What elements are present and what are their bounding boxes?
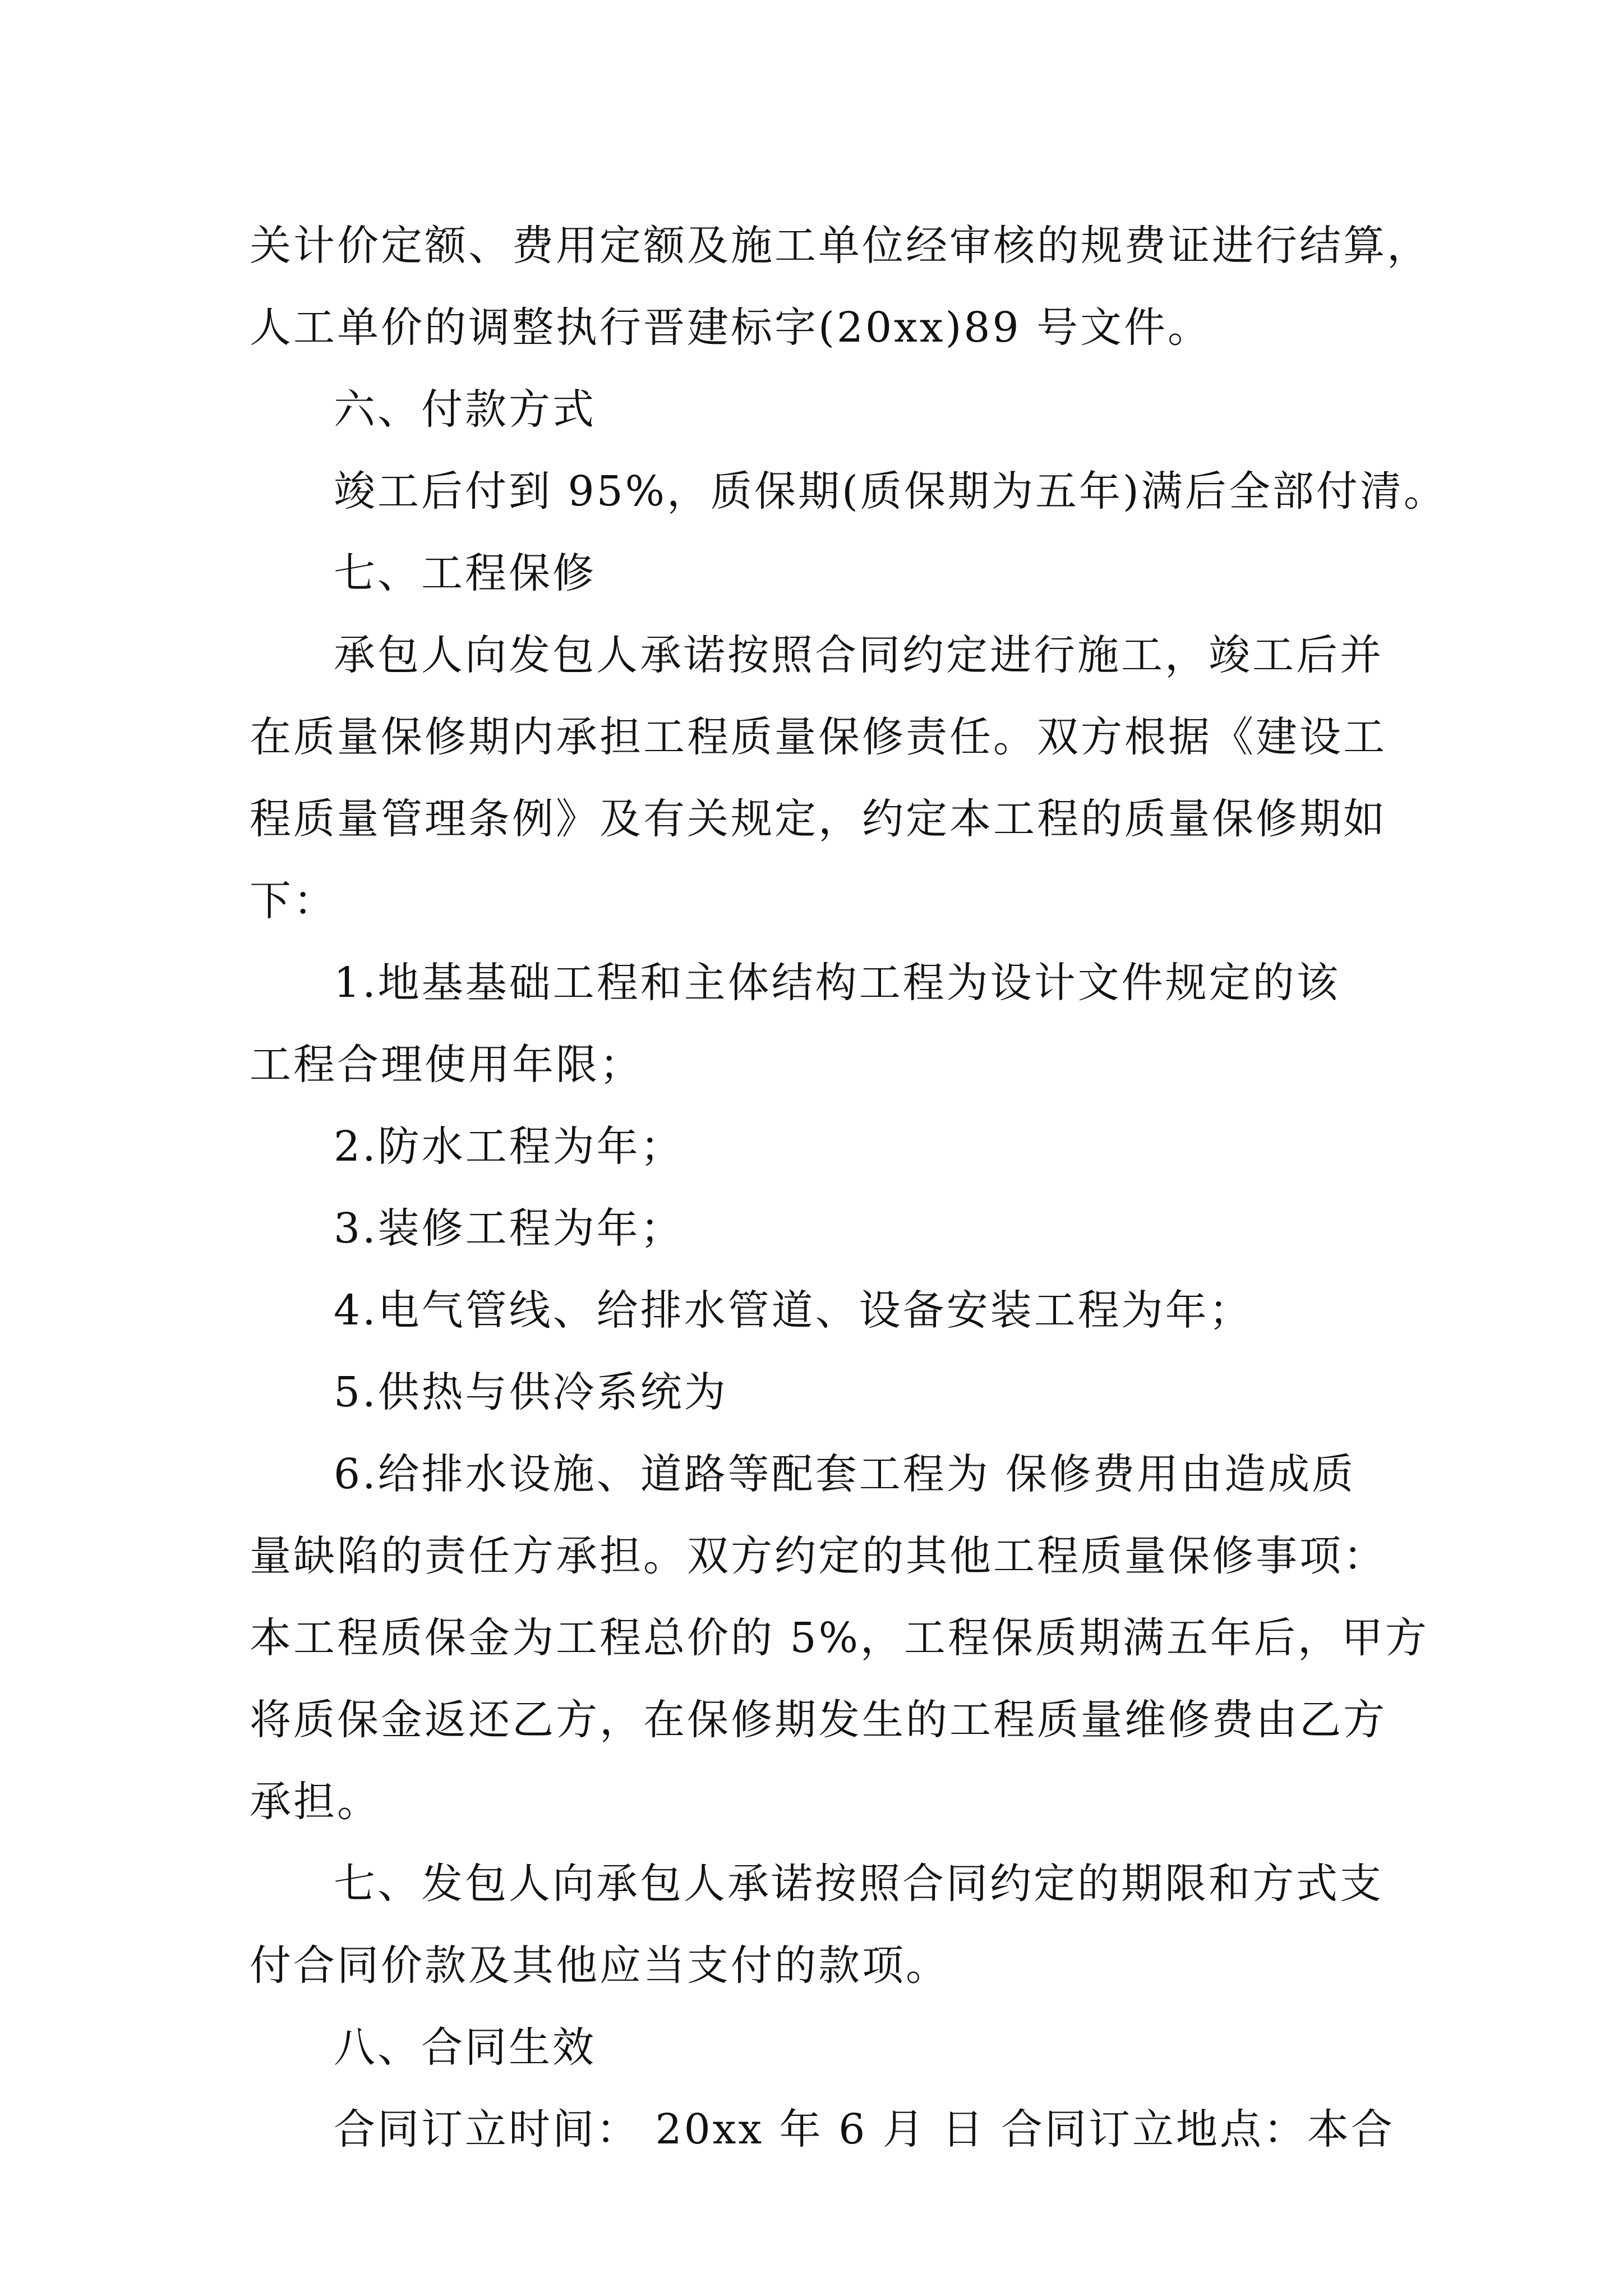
document-body [250,205,1447,2170]
list-item: 4.电气管线、给排水管道、设备安装工程为年； [334,1286,1253,1335]
text-line: 竣工后付到 95%，质保期(质保期为五年)满后全部付清。 [334,467,1447,516]
section-heading-payment: 六、付款方式 [334,385,596,434]
text-line: 下： [250,877,337,925]
text-line: 在质量保修期内承担工程质量保修责任。双方根据《建设工 [250,713,1387,761]
text-line: 付合同价款及其他应当支付的款项。 [250,1941,949,1990]
text-line: 量缺陷的责任方承担。双方约定的其他工程质量保修事项： [250,1532,1387,1580]
section-heading-effectiveness: 八、合同生效 [334,2023,596,2072]
list-item: 1.地基基础工程和主体结构工程为设计文件规定的该 [334,959,1340,1007]
list-item: 6.给排水设施、道路等配套工程为 保修费用由造成质 [334,1450,1356,1498]
text-line: 程质量管理条例》及有关规定，约定本工程的质量保修期如 [250,795,1387,843]
list-item: 5.供热与供冷系统为 [334,1368,728,1416]
text-line: 关计价定额、费用定额及施工单位经审核的规费证进行结算， [250,222,1431,270]
list-item: 2.防水工程为年； [334,1122,684,1171]
text-line: 本工程质保金为工程总价的 5%，工程保质期满五年后，甲方 [250,1614,1429,1662]
text-line: 承包人向发包人承诺按照合同约定进行施工，竣工后并 [334,631,1384,679]
text-line: 将质保金返还乙方，在保修期发生的工程质量维修费由乙方 [250,1696,1387,1744]
text-line: 承担。 [250,1778,381,1826]
text-line: 人工单价的调整执行晋建标字(20xx)89 号文件。 [250,303,1212,352]
text-line: 工程合理使用年限； [250,1041,643,1089]
text-line: 七、发包人向承包人承诺按照合同约定的期限和方式支 [334,1860,1384,1908]
text-line: 合同订立时间： 20xx 年 6 月 日 合同订立地点：本合 [334,2105,1395,2154]
list-item: 3.装修工程为年； [334,1204,684,1253]
section-heading-warranty: 七、工程保修 [334,549,596,597]
